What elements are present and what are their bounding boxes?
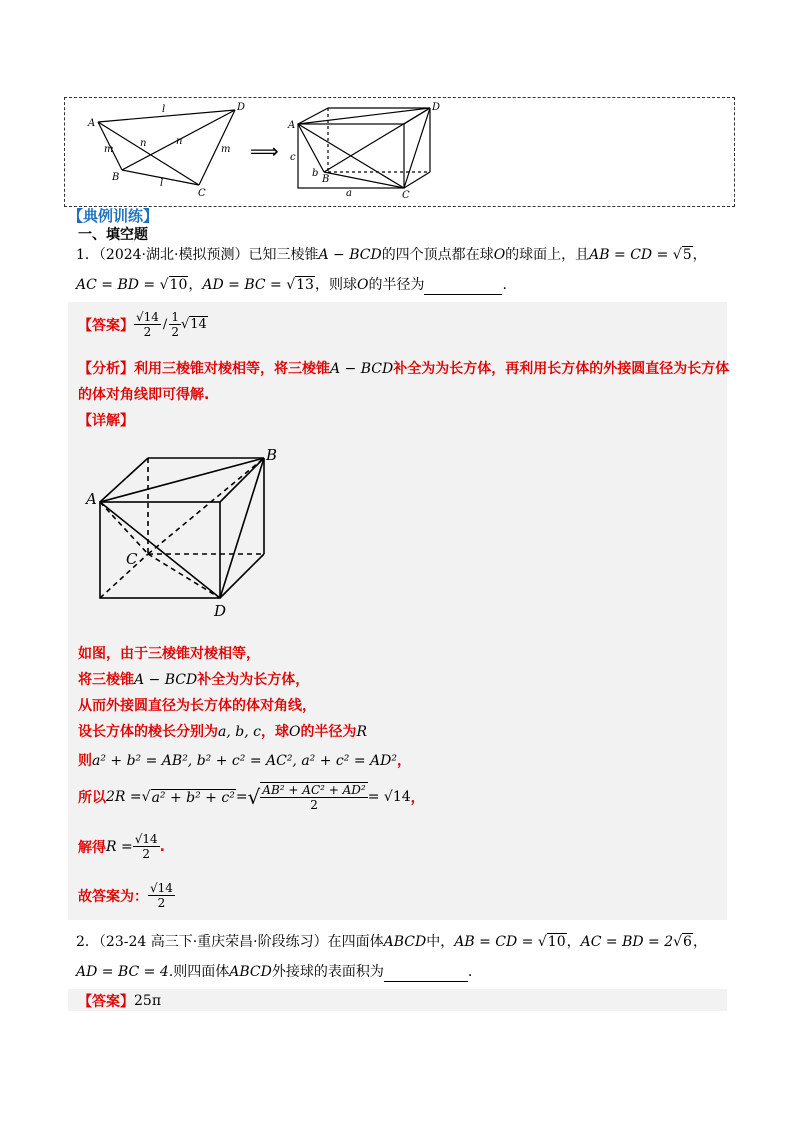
answer-label: 【答案】	[78, 317, 134, 334]
a2-answer-row	[78, 991, 161, 1011]
a2-answer: 25π	[134, 993, 162, 1009]
text: 将三棱锥	[78, 672, 134, 688]
label-b: b	[312, 168, 319, 179]
label-C: C	[198, 188, 206, 199]
q1-text: 的球面上，且	[505, 247, 590, 263]
a1-half-frac	[169, 310, 181, 339]
label-B: B	[112, 172, 120, 183]
q1-o: O	[356, 277, 369, 293]
q2-text: 外接球的表面积为	[271, 964, 384, 980]
a1-slash: /	[162, 317, 168, 332]
q1-cond3: AD = BC =	[202, 277, 287, 293]
q1-text: 的四个顶点都在球	[381, 247, 494, 263]
label-m: m	[221, 144, 231, 155]
text: 则	[78, 753, 92, 769]
line7-frac	[133, 832, 160, 861]
analysis-tetra: A − BCD	[330, 361, 394, 377]
q2-line2	[76, 962, 472, 982]
a1-analysis-line1	[78, 358, 729, 378]
vars: a, b, c	[218, 724, 261, 740]
cube-label-C: C	[126, 550, 138, 568]
label-C: C	[402, 190, 410, 200]
q2-cond2-rad: 6	[683, 934, 692, 950]
analysis-label: 【分析】	[78, 361, 134, 377]
edge-CD	[148, 554, 220, 598]
text: 解得	[78, 839, 106, 856]
q2-sep: ，	[692, 934, 707, 950]
radicand: a² + b² + c²	[151, 789, 235, 806]
q2-cond3: AD = BC = 4	[76, 964, 169, 980]
frac-num: 1	[171, 310, 179, 324]
tetrahedron-to-box-figure	[84, 100, 444, 200]
frac-den: 2	[143, 325, 152, 339]
equation: a² + b² = AB², b² + c² = AC², a² + c² = AD²	[92, 753, 397, 769]
frac-num: √14	[134, 832, 158, 846]
label-A: A	[88, 118, 96, 129]
q2-line1: 2．（23-24 高三下·重庆荣昌·阶段练习）在四面体ABCD中，AB = CD = √10，AC = BD = 2√6，	[76, 934, 707, 950]
diag-BD	[324, 108, 430, 172]
detail-line6: 所以 2R = √ a² + b² + c² = √ $\frac{\text{AB² + AC² + AD²}}{2}$ = √14 ，	[78, 783, 425, 812]
q1-end: .	[502, 277, 507, 293]
diag-AD	[298, 108, 430, 124]
q1-cond1-rad: 5	[682, 247, 692, 263]
q2-text: .则四面体	[168, 964, 230, 980]
q2-cond1: AB = CD =	[454, 934, 538, 950]
answer-label: 【答案】	[78, 994, 134, 1010]
hidden-edge	[100, 554, 148, 598]
label-A: A	[288, 120, 296, 131]
q1-cond1: AB = CD =	[589, 247, 673, 263]
detail-line2	[78, 669, 309, 689]
q2-number: 2．	[76, 934, 99, 950]
edge-CB	[148, 458, 264, 554]
frac-den: 2	[171, 325, 179, 339]
frac-num: √14	[150, 881, 173, 895]
detail-line4	[78, 721, 367, 741]
text: ，球	[260, 724, 289, 740]
text: ，	[410, 790, 425, 806]
q1-sep: ，	[188, 277, 203, 293]
q1-tetra: A − BCD	[318, 247, 382, 263]
eq: =	[235, 789, 248, 805]
frac-den: 2	[157, 896, 166, 910]
q1-line2: AC = BD = √10，AD = BC = √13，则球O的半径为 .	[76, 277, 507, 293]
line8-frac	[148, 881, 175, 910]
a1-answer-row: 【答案】 $\frac{√14}{2}$ / $\frac{1}{2}$ √14	[78, 310, 207, 339]
frac-den: 2	[310, 798, 318, 812]
q1-text: 的半径为	[368, 277, 425, 293]
label-n: n	[140, 138, 147, 149]
label-n: n	[176, 136, 183, 147]
q2-sep: ，	[566, 934, 581, 950]
detail-line7	[78, 832, 165, 861]
q2-text: 中，	[426, 934, 455, 950]
answer-block-2	[68, 989, 727, 1011]
label-B: B	[322, 174, 330, 185]
label-l: l	[160, 178, 164, 189]
frac-num: AB² + AC² + AD²	[262, 783, 366, 797]
detail-line8	[78, 881, 175, 910]
r: R	[356, 724, 367, 740]
q1-line1: 1．（2024·湖北·模拟预测）已知三棱锥A − BCD的四个顶点都在球O的球面上，且AB = CD = √5，	[76, 247, 707, 263]
cube-label-B: B	[266, 446, 278, 464]
o: O	[288, 724, 301, 740]
detail-label: 【详解】	[78, 413, 134, 429]
frac-den: 2	[142, 847, 151, 861]
edge-AC	[100, 502, 148, 554]
text: 设长方体的棱长分别为	[78, 724, 218, 740]
lhs: R =	[106, 838, 133, 855]
q2-source: （23-24 高三下·重庆荣昌·阶段练习）在四面体	[98, 934, 384, 950]
text: ，	[396, 753, 411, 769]
implies-arrow: ⟹	[250, 139, 279, 163]
detail-line1: 如图，由于三棱锥对棱相等，	[78, 646, 260, 662]
cube-label-A: A	[86, 490, 97, 508]
tetra: A − BCD	[134, 672, 198, 688]
section-heading: 【典例训练】	[68, 207, 159, 225]
line6-frac	[260, 782, 367, 812]
lhs: 2R =	[106, 789, 142, 805]
a1-rad: 14	[190, 317, 207, 332]
q2-abcd: ABCD	[229, 964, 272, 980]
q2-end: .	[467, 964, 473, 980]
a1-answer-frac	[134, 310, 161, 339]
edge-DC	[404, 108, 430, 188]
cube-label-D: D	[214, 602, 227, 620]
q1-sep: ，	[692, 247, 707, 263]
edge-AD	[100, 502, 220, 598]
label-a: a	[346, 188, 352, 199]
text: .	[159, 838, 165, 855]
q2-cond1-rad: 10	[547, 934, 566, 950]
label-c: c	[290, 152, 296, 163]
q2-abcd: ABCD	[383, 934, 427, 950]
a1-analysis-line2: 的体对角线即可得解.	[78, 387, 210, 403]
q1-number: 1．	[76, 247, 99, 263]
q2-answer-blank	[384, 967, 468, 982]
edge-BC	[324, 172, 404, 188]
label-l: l	[162, 104, 166, 115]
label-D: D	[432, 102, 441, 113]
label-D: D	[237, 102, 246, 113]
detail-line3: 从而外接圆直径为长方体的体对角线，	[78, 698, 316, 714]
edge-AD	[98, 110, 235, 122]
result: = √14	[367, 789, 411, 805]
text: 的半径为	[300, 724, 357, 740]
detail-line5	[78, 750, 411, 770]
q1-answer-blank	[424, 280, 502, 295]
q1-o: O	[493, 247, 506, 263]
analysis-text: 利用三棱锥对棱相等，将三棱锥	[134, 361, 330, 377]
frac-num: √14	[136, 310, 159, 324]
q1-cond2: AC = BD =	[76, 277, 160, 293]
text: 故答案为：	[78, 888, 148, 905]
cube-figure	[84, 440, 294, 620]
q1-source: （2024·湖北·模拟预测）已知三棱锥	[98, 247, 319, 263]
text: 补全为为长方体，	[197, 672, 310, 688]
text: 所以	[78, 790, 106, 806]
q2-cond2: AC = BD = 2	[580, 934, 674, 950]
q1-cond2-rad: 10	[169, 277, 188, 293]
label-m: m	[104, 144, 114, 155]
q1-cond3-rad: 13	[296, 277, 314, 293]
analysis-text: 补全为为长方体，再利用长方体的外接圆直径为长方体	[393, 361, 730, 377]
q1-text: ，则球	[314, 277, 357, 293]
sub-heading: 一、填空题	[78, 227, 148, 243]
